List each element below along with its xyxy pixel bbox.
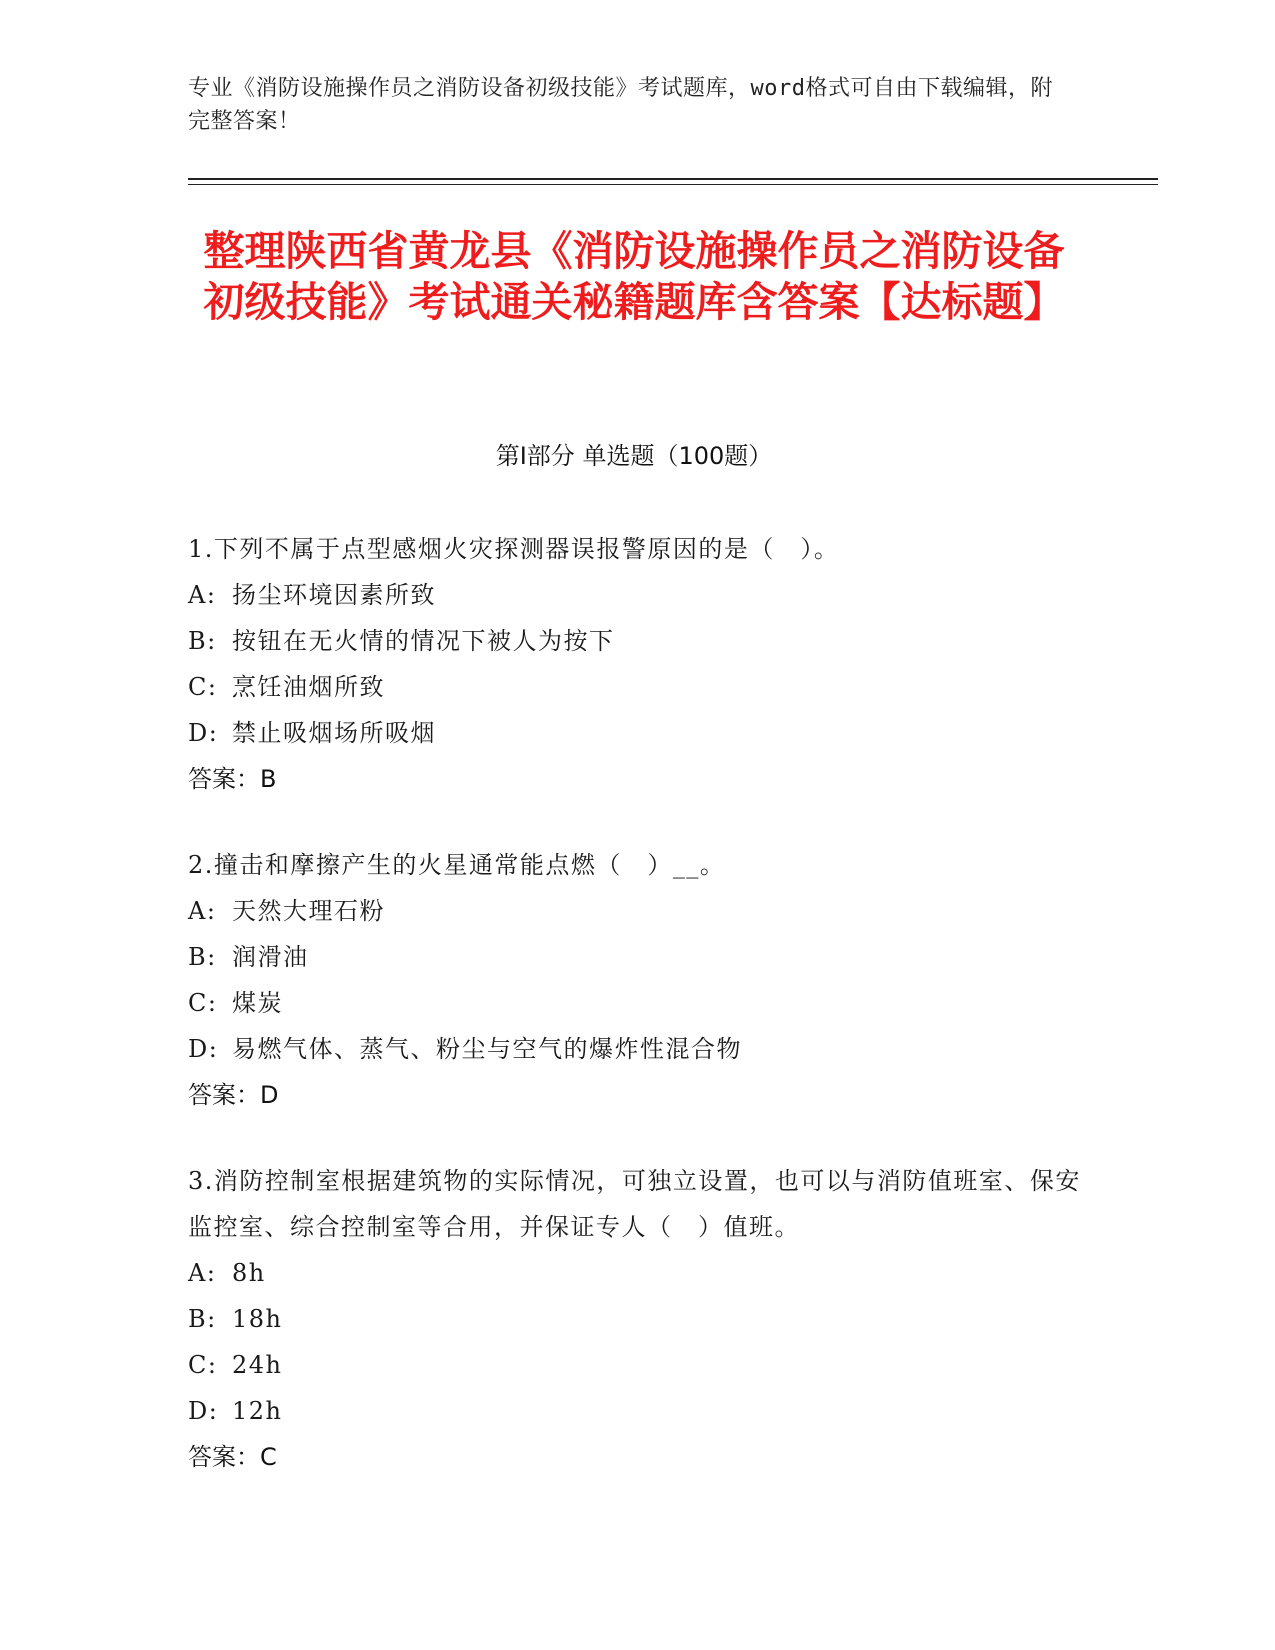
header-divider-thin: [188, 184, 1158, 185]
answer-line: [188, 1434, 1088, 1480]
option-letter: A:: [188, 897, 217, 925]
answer-value: D: [260, 1081, 279, 1109]
question-item: [188, 842, 1088, 1118]
option-letter: D:: [188, 719, 219, 747]
option-text: 24h: [232, 1351, 283, 1379]
option-c: [188, 1342, 1088, 1388]
option-text: 煤炭: [232, 989, 283, 1017]
answer-line: [188, 756, 1088, 802]
option-c: [188, 664, 1088, 710]
option-d: [188, 1026, 1088, 1072]
option-letter: C:: [188, 989, 218, 1017]
option-letter: C:: [188, 1351, 218, 1379]
option-a: [188, 572, 1088, 618]
question-stem: 3.消防控制室根据建筑物的实际情况，可独立设置，也可以与消防值班室、保安监控室、综合控制室等合用，并保证专人（ ）值班。: [188, 1167, 1081, 1241]
option-b: [188, 618, 1088, 664]
option-d: [188, 1388, 1088, 1434]
answer-value: C: [260, 1443, 277, 1471]
option-letter: D:: [188, 1397, 219, 1425]
option-text: 扬尘环境因素所致: [232, 581, 436, 609]
option-letter: C:: [188, 673, 218, 701]
header-note: 专业《消防设施操作员之消防设备初级技能》考试题库，word格式可自由下载编辑，附完整答案！: [188, 76, 1053, 134]
question-stem: 2.撞击和摩擦产生的火星通常能点燃（ ）__。: [188, 851, 726, 879]
question-stem: 1.下列不属于点型感烟火灾探测器误报警原因的是（ ）。: [188, 535, 840, 563]
option-letter: A:: [188, 1259, 217, 1287]
question-item: [188, 526, 1088, 802]
option-text: 天然大理石粉: [232, 897, 385, 925]
option-a: [188, 1250, 1088, 1296]
question-list: [188, 526, 1088, 1520]
option-d: [188, 710, 1088, 756]
option-b: [188, 934, 1088, 980]
answer-label: 答案：: [188, 765, 260, 793]
option-letter: B:: [188, 943, 217, 971]
header-divider-thick: [188, 178, 1158, 180]
section-heading: 第I部分 单选题（100题）: [495, 442, 773, 470]
option-text: 烹饪油烟所致: [232, 673, 385, 701]
answer-value: B: [260, 765, 277, 793]
question-item: [188, 1158, 1088, 1480]
option-text: 禁止吸烟场所吸烟: [232, 719, 436, 747]
option-a: [188, 888, 1088, 934]
option-letter: B:: [188, 1305, 217, 1333]
option-text: 8h: [232, 1259, 266, 1287]
option-text: 按钮在无火情的情况下被人为按下: [232, 627, 615, 655]
option-c: [188, 980, 1088, 1026]
document-title: 整理陕西省黄龙县《消防设施操作员之消防设备初级技能》考试通关秘籍题库含答案【达标题】: [203, 227, 1065, 326]
option-letter: D:: [188, 1035, 219, 1063]
answer-label: 答案：: [188, 1443, 260, 1471]
option-text: 12h: [232, 1397, 283, 1425]
option-text: 润滑油: [232, 943, 309, 971]
option-letter: A:: [188, 581, 217, 609]
answer-line: [188, 1072, 1088, 1118]
answer-label: 答案：: [188, 1081, 260, 1109]
option-letter: B:: [188, 627, 217, 655]
option-text: 易燃气体、蒸气、粉尘与空气的爆炸性混合物: [232, 1035, 742, 1063]
option-b: [188, 1296, 1088, 1342]
option-text: 18h: [232, 1305, 283, 1333]
